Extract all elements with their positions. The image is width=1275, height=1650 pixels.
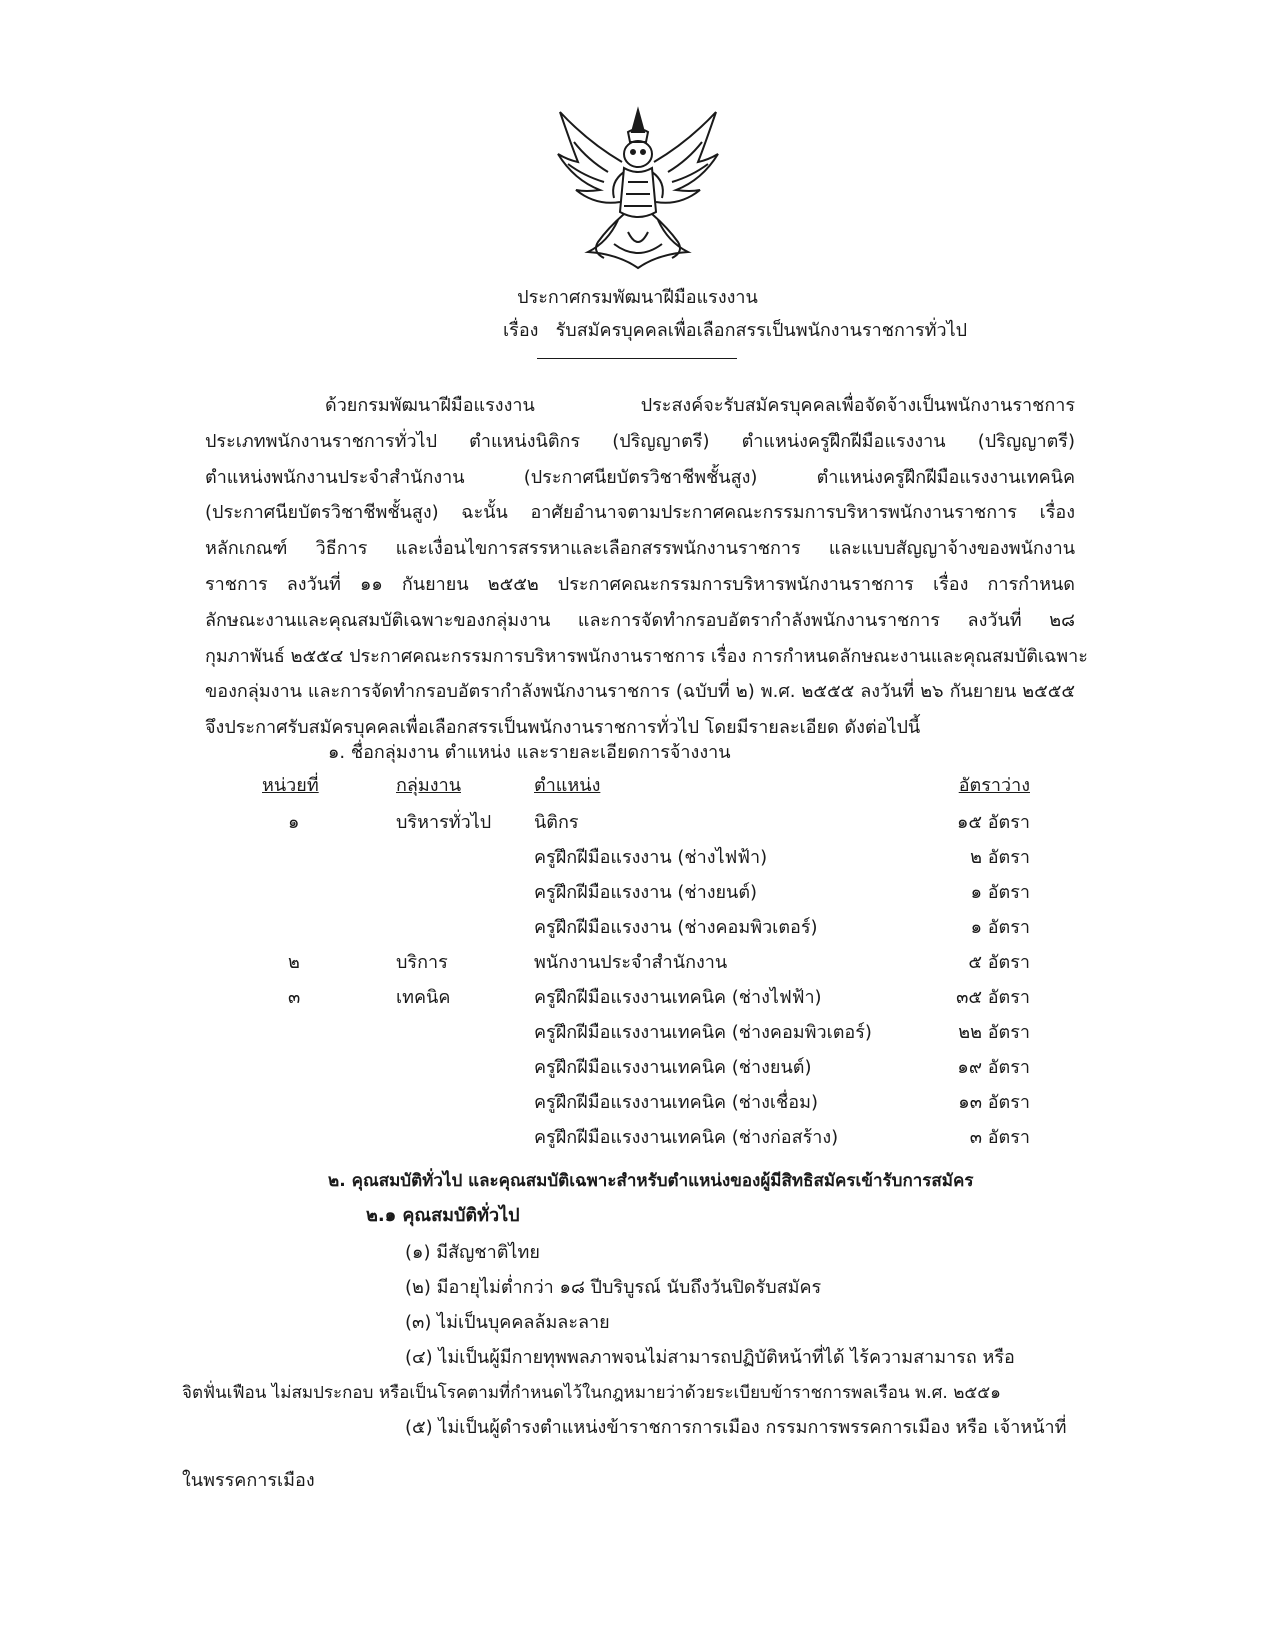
col-header-group: กลุ่มงาน <box>396 775 461 796</box>
qualification-4-line1: (๔) ไม่เป็นผู้มีกายทุพพลภาพจนไม่สามารถปฏิบัติหน้าที่ได้ ไร้ความสามารถ หรือ <box>405 1347 1015 1368</box>
col-header-position: ตำแหน่ง <box>534 775 601 796</box>
cell-vacancy: ๑ อัตรา <box>970 917 1030 938</box>
cell-vacancy: ๑ อัตรา <box>970 882 1030 903</box>
section1-title: ๑. ชื่อกลุ่มงาน ตำแหน่ง และรายละเอียดการจ้างงาน <box>328 742 731 763</box>
cell-position: ครูฝึกฝีมือแรงงาน (ช่างคอมพิวเตอร์) <box>534 917 818 938</box>
cell-vacancy: ๒ อัตรา <box>970 847 1030 868</box>
cell-position: ครูฝึกฝีมือแรงงานเทคนิค (ช่างก่อสร้าง) <box>534 1127 839 1148</box>
cell-vacancy: ๑๙ อัตรา <box>957 1057 1030 1078</box>
cell-position: นิติกร <box>534 812 579 833</box>
section21-title: ๒.๑ คุณสมบัติทั่วไป <box>366 1205 520 1226</box>
cell-group: บริการ <box>396 952 448 973</box>
qualification-5-line1: (๕) ไม่เป็นผู้ดำรงตำแหน่งข้าราชการการเมือง กรรมการพรรคการเมือง หรือ เจ้าหน้าที่ <box>405 1417 1067 1438</box>
cell-position: ครูฝึกฝีมือแรงงานเทคนิค (ช่างไฟฟ้า) <box>534 987 822 1008</box>
cell-vacancy: ๓ อัตรา <box>969 1127 1030 1148</box>
subject-text: รับสมัครบุคคลเพื่อเลือกสรรเป็นพนักงานราชการทั่วไป <box>555 320 968 341</box>
cell-position: ครูฝึกฝีมือแรงงานเทคนิค (ช่างคอมพิวเตอร์) <box>534 1022 872 1043</box>
doc-title: ประกาศกรมพัฒนาฝีมือแรงงาน <box>517 287 758 308</box>
cell-vacancy: ๓๕ อัตรา <box>956 987 1030 1008</box>
intro-line: (ประกาศนียบัตรวิชาชีพชั้นสูง) ฉะนั้น อาศัยอำนาจตามประกาศคณะกรรมการบริหารพนักงานราชการ เรื่อง <box>205 502 1075 524</box>
cell-position: ครูฝึกฝีมือแรงงาน (ช่างยนต์) <box>534 882 758 903</box>
doc-subject <box>503 320 967 342</box>
cell-group: บริหารทั่วไป <box>396 812 492 833</box>
intro-line: ด้วยกรมพัฒนาฝีมือแรงงาน ประสงค์จะรับสมัครบุคคลเพื่อจัดจ้างเป็นพนักงานราชการ <box>325 395 1075 416</box>
intro-line: ประเภทพนักงานราชการทั่วไป ตำแหน่งนิติกร (ปริญญาตรี) ตำแหน่งครูฝึกฝีมือแรงงาน (ปริญญาตรี) <box>205 430 1075 452</box>
intro-line: หลักเกณฑ์ วิธีการ และเงื่อนไขการสรรหาและเลือกสรรพนักงานราชการ และแบบสัญญาจ้างของพนักงาน <box>205 538 1075 560</box>
section2-title: ๒. คุณสมบัติทั่วไป และคุณสมบัติเฉพาะสำหรับตำแหน่งของผู้มีสิทธิสมัครเข้ารับการสมัคร <box>328 1171 974 1191</box>
cell-vacancy: ๑๕ อัตรา <box>956 812 1030 833</box>
title-divider <box>537 358 737 359</box>
cell-vacancy: ๑๓ อัตรา <box>958 1092 1030 1113</box>
intro-line: กุมภาพันธ์ ๒๕๕๔ ประกาศคณะกรรมการบริหารพนักงานราชการ เรื่อง การกำหนดลักษณะงานและคุณสมบัติเฉพาะ <box>205 645 1088 667</box>
cell-position: ครูฝึกฝีมือแรงงานเทคนิค (ช่างเชื่อม) <box>534 1092 818 1113</box>
cell-vacancy: ๕ อัตรา <box>968 952 1030 973</box>
cell-position: ครูฝึกฝีมือแรงงาน (ช่างไฟฟ้า) <box>534 847 768 868</box>
cell-position: ครูฝึกฝีมือแรงงานเทคนิค (ช่างยนต์) <box>534 1057 812 1078</box>
qualification-2: (๒) มีอายุไม่ต่ำกว่า ๑๘ ปีบริบูรณ์ นับถึงวันปิดรับสมัคร <box>405 1277 822 1298</box>
qualification-1: (๑) มีสัญชาติไทย <box>405 1242 540 1263</box>
cell-unit: ๓ <box>288 987 301 1008</box>
col-header-vacancy: อัตราว่าง <box>958 775 1030 796</box>
cell-unit: ๒ <box>288 952 300 973</box>
intro-line: ตำแหน่งพนักงานประจำสำนักงาน (ประกาศนียบัตรวิชาชีพชั้นสูง) ตำแหน่งครูฝึกฝีมือแรงงานเทคนิค <box>205 466 1075 488</box>
intro-line: ลักษณะงานและคุณสมบัติเฉพาะของกลุ่มงาน และการจัดทำกรอบอัตรากำลังพนักงานราชการ ลงวันที่ ๒๘ <box>205 609 1075 631</box>
col-header-unit: หน่วยที่ <box>262 775 319 796</box>
intro-line: ราชการ ลงวันที่ ๑๑ กันยายน ๒๕๕๒ ประกาศคณะกรรมการบริหารพนักงานราชการ เรื่อง การกำหนด <box>205 573 1075 595</box>
subject-label: เรื่อง <box>503 320 539 341</box>
intro-line: จึงประกาศรับสมัครบุคคลเพื่อเลือกสรรเป็นพนักงานราชการทั่วไป โดยมีรายละเอียด ดังต่อไปนี้ <box>205 717 921 739</box>
cell-unit: ๑ <box>288 812 300 833</box>
qualification-3: (๓) ไม่เป็นบุคคลล้มละลาย <box>405 1312 610 1333</box>
garuda-emblem <box>548 102 728 272</box>
qualification-4-line2: จิตฟั่นเฟือน ไม่สมประกอบ หรือเป็นโรคตามที่กำหนดไว้ในกฎหมายว่าด้วยระเบียบข้าราชการพลเรือน พ.ศ. ๒๕๕๑ <box>182 1383 1001 1403</box>
cell-vacancy: ๒๒ อัตรา <box>958 1022 1030 1043</box>
cell-position: พนักงานประจำสำนักงาน <box>534 952 728 973</box>
intro-line: ของกลุ่มงาน และการจัดทำกรอบอัตรากำลังพนักงานราชการ (ฉบับที่ ๒) พ.ศ. ๒๕๕๕ ลงวันที่ ๒๖ กันยายน ๒๕๕๕ <box>205 681 1075 703</box>
cell-group: เทคนิค <box>396 987 451 1008</box>
intro-paragraph <box>205 388 1088 746</box>
qualification-5-line2: ในพรรคการเมือง <box>182 1470 315 1491</box>
